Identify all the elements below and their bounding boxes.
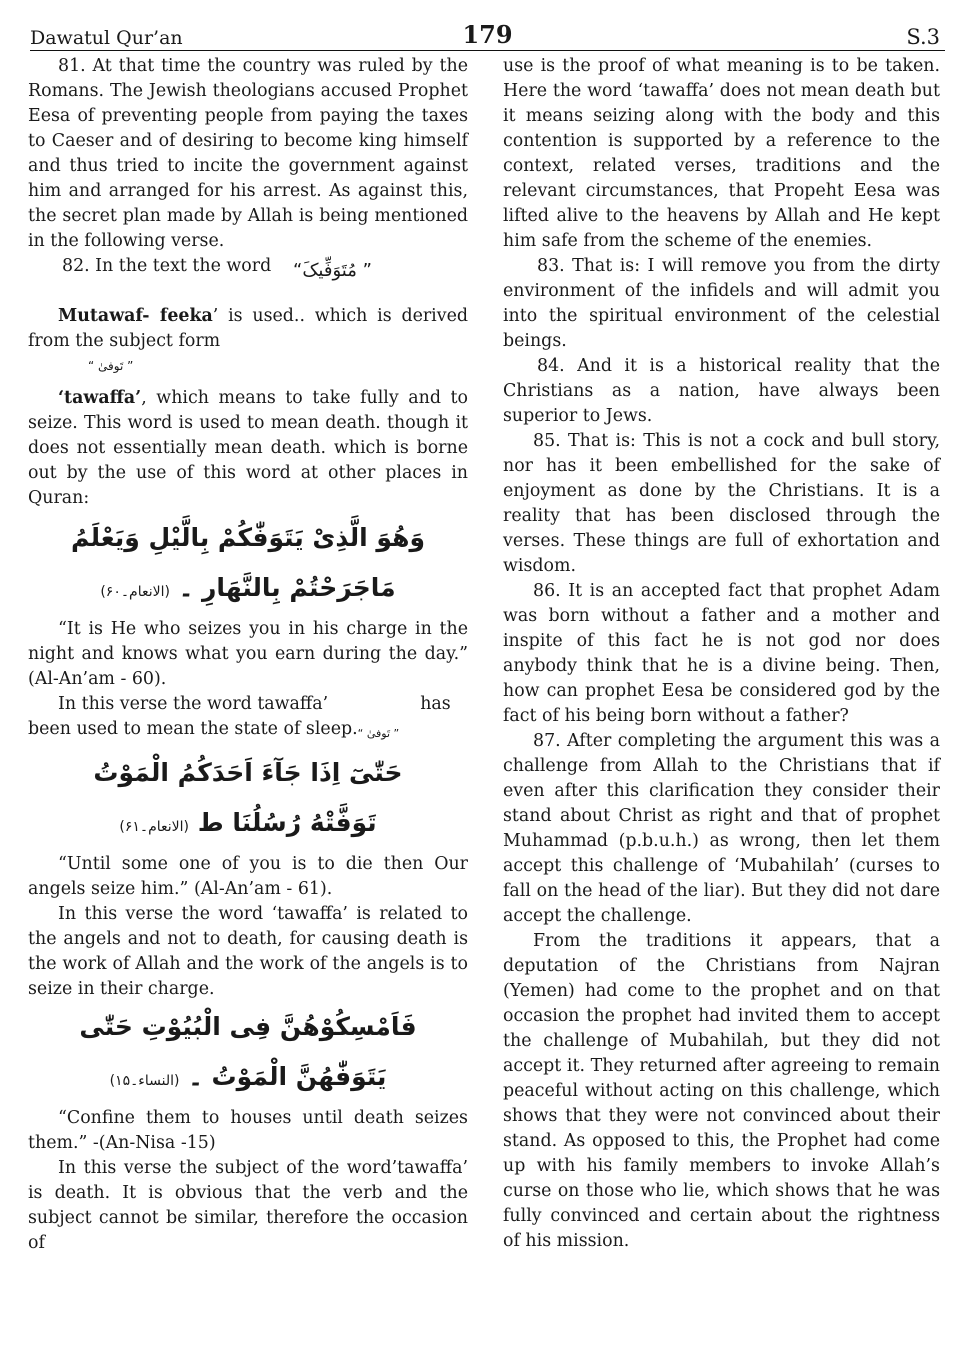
verse-anam-61-line2 [28,798,468,852]
term-tawaffa: ‘tawaffa’ [58,388,142,408]
page-header [30,20,945,51]
right-column [503,54,940,1254]
verse-anam-61-text: تَوَفَّتْهُ رُسُلُنَا ط [197,808,377,837]
note-82-body [28,304,468,386]
note-continuation: use is the proof of what meaning is to be taken. Here the word ‘tawaffa’ does not mean death but it means seizing along with the body and this contention is supported by a reference to the context, related verses, traditions and the relevant circumstances, that Propeht Eesa was lifted alive to the heavens by Allah and He kept him safe from the scheme of the enemies. [503,56,940,251]
note-subject: In this verse the subject of the word’tawaffa’ is death. It is obvious that the verb and the subject cannot be similar, therefore the occasion of [28,1158,468,1253]
term-mutawaffeeka: Mutawaf- feeka [58,306,213,326]
verse-anam-61-ref: (الانعام۔۶۱) [119,819,189,835]
note-sleep-has: has [420,694,451,714]
note-81: 81. At that time the country was ruled by the Romans. The Jewish theologians accused Prophet Eesa of preventing people from paying the taxes to Caeser and of desiring to become king himself and thus tried to incite the government against him and arranged for his arrest. As against this, the secret plan made by Allah is being mentioned in the following verse. [28,56,468,251]
note-87: 87. After completing the argument this was a challenge from Allah to the Christians that if even after this clarification they consider their stand about Christ as right and that of prophet Muhammad (p.b.u.h.) as wrong, then let them accept this challenge of ‘Mubahilah’ (curses to fall on the head of the liar). But they did not dare accept the challenge. [503,731,940,926]
arabic-word-mutawaffika: ” مُتَوَفِّيکَ“ [293,260,372,281]
note-traditions: From the traditions it appears, that a deputation of the Christians from Najran (Yemen) had come to the prophet and on that occasion the prophet had invited them to accept the challenge of Mubahilah, but they did not accept it. They returned after agreeing to remain peaceful without acting on this challenge, which shows that they were not convinced about their stand. As opposed to this, the Prophet had come up with his family members to invoke Allah’s curse on those who lie, which shows that he was fully convinced and certain about the rightness of his mission. [503,931,940,1251]
note-sleep [28,692,468,746]
note-82-intro-row [28,254,468,304]
left-column [28,54,468,1256]
note-86: 86. It is an accepted fact that prophet Adam was born without a father and a mother and inspite of this fact he is not god nor does anybody think that he is a divine being. Then, how can prophet Eesa be considered god by the fact of his being born without a father? [503,581,940,726]
note-82-intro: 82. In the text the word [62,256,272,276]
verse-nisa-15-ref: (النساء۔۱۵) [109,1073,180,1089]
note-sleep-a: In this verse the word tawaffa’ [58,694,329,714]
arabic-word-tawaffa-2: ” تَوفیٰ “ [357,727,400,740]
note-82-explanation: , which means to take fully and to seize. This word is used to mean death. though it does not essentially mean death. which is borne out by the use of this word at other places in Quran: [28,388,468,508]
verse-anam-60 [28,513,468,617]
verse-anam-60-ref: (الانعام۔۶۰) [100,584,170,600]
verse-nisa-15-line2 [28,1052,468,1106]
translation-anam-61: “Until some one of you is to die then Our angels seize him.” (Al-An’am - 61). [28,854,468,899]
verse-anam-61-line1: حَتّٰىٓ اِذَا جَآءَ اَحَدَكُمُ الْمَوْتُ [93,758,403,787]
verse-nisa-15-text: يَتَوَفّٰهُنَّ الْمَوْتُ ۔ [188,1062,387,1091]
surah-label: S.3 [906,25,940,49]
note-angels: In this verse the word ‘tawaffa’ is related to the angels and not to death, for causing death is the work of Allah and the work of the angels is to seize in their charge. [28,904,468,999]
note-sleep-b: been used to mean the state of sleep. [28,719,358,739]
verse-nisa-15-line1: فَاَمْسِكُوْهُنَّ فِى الْبُيُوْتِ حَتّٰى [79,1012,417,1041]
verse-anam-60-line2 [28,563,468,617]
note-82-rest: ’ is used.. which is derived from the subject form [28,306,468,351]
note-85: 85. That is: This is not a cock and bull story, nor has it been embellished for the sake of enjoyment as done by the Christians. It is a reality that has been disclosed through the verses. These things are full of exhortation and wisdom. [503,431,940,576]
verse-anam-60-line1: وَهُوَ الَّذِىْ يَتَوَفّٰكُمْ بِالَّيْلِ وَيَعْلَمُ [71,523,425,552]
book-title: Dawatul Qur’an [30,27,183,49]
note-82-cont [28,386,468,511]
arabic-word-tawaffa: ” تَوفیٰ “ [88,359,134,373]
page-number: 179 [462,20,513,49]
note-84: 84. And it is a historical reality that the Christians as a nation, have always been superior to Jews. [503,356,940,426]
verse-anam-61 [28,748,468,852]
translation-anam-60: “It is He who seizes you in his charge in the night and knows what you earn during the day.” (Al-An’am - 60). [28,619,468,689]
translation-nisa-15: “Confine them to houses until death seizes them.” -(An-Nisa -15) [28,1108,468,1153]
verse-anam-60-text: مَاجَرَحْتُمْ بِالنَّهَارِ ۔ [178,573,396,602]
note-83: 83. That is: I will remove you from the dirty environment of the infidels and will admit you into the spiritual environment of the celestial beings. [503,256,940,351]
verse-nisa-15 [28,1002,468,1106]
